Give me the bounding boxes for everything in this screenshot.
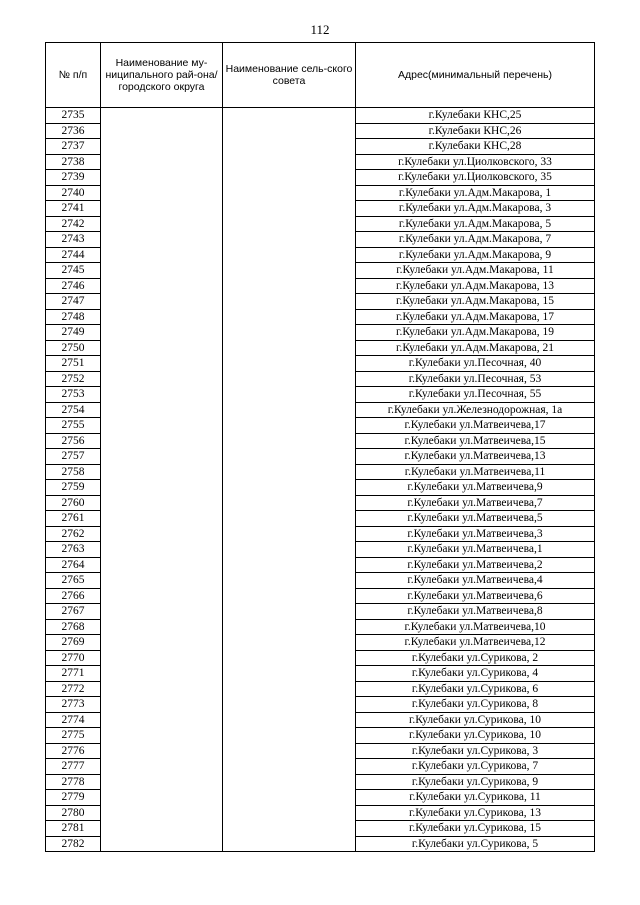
- table-row: [46, 495, 595, 511]
- row-number: 2780: [46, 805, 101, 821]
- table-row: [46, 821, 595, 837]
- row-council: [223, 619, 356, 635]
- table-row: [46, 573, 595, 589]
- row-council: [223, 650, 356, 666]
- table-row: [46, 418, 595, 434]
- row-council: [223, 604, 356, 620]
- row-district: [101, 464, 223, 480]
- row-number: 2781: [46, 821, 101, 837]
- row-council: [223, 309, 356, 325]
- row-address: г.Кулебаки ул.Сурикова, 8: [356, 697, 595, 713]
- row-number: 2771: [46, 666, 101, 682]
- row-district: [101, 573, 223, 589]
- table-body: [46, 108, 595, 852]
- table-row: [46, 263, 595, 279]
- row-district: [101, 402, 223, 418]
- row-address: г.Кулебаки ул.Матвеичева,3: [356, 526, 595, 542]
- row-number: 2745: [46, 263, 101, 279]
- row-number: 2766: [46, 588, 101, 604]
- row-district: [101, 790, 223, 806]
- row-district: [101, 542, 223, 558]
- row-number: 2748: [46, 309, 101, 325]
- table-row: [46, 464, 595, 480]
- row-address: г.Кулебаки ул.Матвеичева,8: [356, 604, 595, 620]
- row-council: [223, 728, 356, 744]
- row-district: [101, 511, 223, 527]
- row-district: [101, 743, 223, 759]
- row-district: [101, 371, 223, 387]
- row-address: г.Кулебаки ул.Адм.Макарова, 17: [356, 309, 595, 325]
- table-row: [46, 433, 595, 449]
- table-row: [46, 526, 595, 542]
- row-district: [101, 588, 223, 604]
- row-council: [223, 681, 356, 697]
- row-council: [223, 790, 356, 806]
- row-district: [101, 836, 223, 852]
- table-row: [46, 511, 595, 527]
- table-row: [46, 201, 595, 217]
- row-address: г.Кулебаки ул.Адм.Макарова, 5: [356, 216, 595, 232]
- table-row: [46, 108, 595, 124]
- row-number: 2737: [46, 139, 101, 155]
- header-num: № п/п: [46, 43, 101, 108]
- row-district: [101, 154, 223, 170]
- row-address: г.Кулебаки ул.Матвеичева,10: [356, 619, 595, 635]
- row-address: г.Кулебаки ул.Матвеичева,17: [356, 418, 595, 434]
- row-number: 2761: [46, 511, 101, 527]
- table-row: [46, 712, 595, 728]
- row-district: [101, 480, 223, 496]
- row-district: [101, 495, 223, 511]
- row-number: 2775: [46, 728, 101, 744]
- row-address: г.Кулебаки ул.Матвеичева,7: [356, 495, 595, 511]
- table-header-row: [46, 43, 595, 108]
- row-address: г.Кулебаки ул.Железнодорожная, 1а: [356, 402, 595, 418]
- row-number: 2744: [46, 247, 101, 263]
- row-council: [223, 387, 356, 403]
- table-row: [46, 604, 595, 620]
- row-address: г.Кулебаки ул.Сурикова, 3: [356, 743, 595, 759]
- row-address: г.Кулебаки ул.Сурикова, 13: [356, 805, 595, 821]
- row-council: [223, 526, 356, 542]
- row-number: 2740: [46, 185, 101, 201]
- row-council: [223, 356, 356, 372]
- row-address: г.Кулебаки ул.Адм.Макарова, 9: [356, 247, 595, 263]
- row-address: г.Кулебаки ул.Сурикова, 7: [356, 759, 595, 775]
- row-council: [223, 325, 356, 341]
- row-number: 2777: [46, 759, 101, 775]
- row-district: [101, 387, 223, 403]
- row-district: [101, 619, 223, 635]
- table-row: [46, 170, 595, 186]
- row-address: г.Кулебаки ул.Адм.Макарова, 3: [356, 201, 595, 217]
- row-council: [223, 759, 356, 775]
- row-district: [101, 170, 223, 186]
- row-address: г.Кулебаки ул.Матвеичева,6: [356, 588, 595, 604]
- row-council: [223, 201, 356, 217]
- table-row: [46, 557, 595, 573]
- row-number: 2736: [46, 123, 101, 139]
- row-address: г.Кулебаки ул.Сурикова, 2: [356, 650, 595, 666]
- table-row: [46, 232, 595, 248]
- row-district: [101, 185, 223, 201]
- table-row: [46, 774, 595, 790]
- row-council: [223, 139, 356, 155]
- row-number: 2747: [46, 294, 101, 310]
- row-number: 2764: [46, 557, 101, 573]
- row-number: 2753: [46, 387, 101, 403]
- row-address: г.Кулебаки ул.Матвеичева,2: [356, 557, 595, 573]
- row-district: [101, 232, 223, 248]
- row-number: 2754: [46, 402, 101, 418]
- table-row: [46, 449, 595, 465]
- header-council: Наименование сель-ского совета: [223, 43, 356, 108]
- row-district: [101, 263, 223, 279]
- row-address: г.Кулебаки ул.Матвеичева,1: [356, 542, 595, 558]
- table-row: [46, 278, 595, 294]
- row-district: [101, 805, 223, 821]
- row-council: [223, 542, 356, 558]
- table-row: [46, 588, 595, 604]
- row-council: [223, 712, 356, 728]
- row-number: 2768: [46, 619, 101, 635]
- table-row: [46, 340, 595, 356]
- row-council: [223, 185, 356, 201]
- row-number: 2739: [46, 170, 101, 186]
- row-number: 2741: [46, 201, 101, 217]
- row-district: [101, 635, 223, 651]
- table-row: [46, 387, 595, 403]
- row-number: 2746: [46, 278, 101, 294]
- page-number: 112: [310, 22, 330, 37]
- row-number: 2767: [46, 604, 101, 620]
- row-number: 2749: [46, 325, 101, 341]
- row-council: [223, 170, 356, 186]
- table-row: [46, 635, 595, 651]
- table-row: [46, 247, 595, 263]
- row-address: г.Кулебаки ул.Адм.Макарова, 13: [356, 278, 595, 294]
- row-district: [101, 108, 223, 124]
- row-council: [223, 247, 356, 263]
- row-address: г.Кулебаки ул.Циолковского, 35: [356, 170, 595, 186]
- row-address: г.Кулебаки ул.Матвеичева,11: [356, 464, 595, 480]
- row-address: г.Кулебаки ул.Песочная, 40: [356, 356, 595, 372]
- row-council: [223, 216, 356, 232]
- table-row: [46, 619, 595, 635]
- row-council: [223, 278, 356, 294]
- row-address: г.Кулебаки ул.Адм.Макарова, 7: [356, 232, 595, 248]
- row-council: [223, 743, 356, 759]
- table-row: [46, 743, 595, 759]
- row-district: [101, 759, 223, 775]
- row-district: [101, 712, 223, 728]
- row-district: [101, 139, 223, 155]
- row-address: г.Кулебаки ул.Матвеичева,12: [356, 635, 595, 651]
- row-number: 2755: [46, 418, 101, 434]
- row-council: [223, 402, 356, 418]
- row-council: [223, 263, 356, 279]
- row-district: [101, 309, 223, 325]
- row-district: [101, 650, 223, 666]
- row-council: [223, 635, 356, 651]
- row-council: [223, 821, 356, 837]
- table-row: [46, 356, 595, 372]
- row-address: г.Кулебаки КНС,28: [356, 139, 595, 155]
- table-row: [46, 759, 595, 775]
- row-address: г.Кулебаки ул.Адм.Макарова, 21: [356, 340, 595, 356]
- table-row: [46, 480, 595, 496]
- row-number: 2758: [46, 464, 101, 480]
- row-address: г.Кулебаки ул.Сурикова, 6: [356, 681, 595, 697]
- table-row: [46, 542, 595, 558]
- row-address: г.Кулебаки ул.Адм.Макарова, 15: [356, 294, 595, 310]
- row-number: 2751: [46, 356, 101, 372]
- table-row: [46, 728, 595, 744]
- row-district: [101, 774, 223, 790]
- row-council: [223, 588, 356, 604]
- row-address: г.Кулебаки ул.Циолковского, 33: [356, 154, 595, 170]
- row-council: [223, 449, 356, 465]
- table-row: [46, 697, 595, 713]
- row-council: [223, 805, 356, 821]
- row-address: г.Кулебаки ул.Сурикова, 15: [356, 821, 595, 837]
- row-district: [101, 340, 223, 356]
- table-row: [46, 154, 595, 170]
- table-row: [46, 836, 595, 852]
- table-row: [46, 666, 595, 682]
- row-council: [223, 774, 356, 790]
- row-number: 2735: [46, 108, 101, 124]
- row-address: г.Кулебаки ул.Сурикова, 9: [356, 774, 595, 790]
- table-row: [46, 325, 595, 341]
- row-council: [223, 666, 356, 682]
- row-number: 2782: [46, 836, 101, 852]
- row-district: [101, 697, 223, 713]
- row-number: 2773: [46, 697, 101, 713]
- row-address: г.Кулебаки КНС,25: [356, 108, 595, 124]
- table-row: [46, 185, 595, 201]
- row-district: [101, 604, 223, 620]
- row-district: [101, 526, 223, 542]
- row-number: 2738: [46, 154, 101, 170]
- row-number: 2779: [46, 790, 101, 806]
- row-address: г.Кулебаки ул.Песочная, 53: [356, 371, 595, 387]
- row-address: г.Кулебаки ул.Матвеичева,4: [356, 573, 595, 589]
- row-number: 2765: [46, 573, 101, 589]
- row-council: [223, 511, 356, 527]
- row-district: [101, 278, 223, 294]
- row-district: [101, 666, 223, 682]
- row-number: 2770: [46, 650, 101, 666]
- row-number: 2757: [46, 449, 101, 465]
- table-row: [46, 309, 595, 325]
- row-number: 2759: [46, 480, 101, 496]
- row-council: [223, 108, 356, 124]
- row-council: [223, 433, 356, 449]
- table-row: [46, 123, 595, 139]
- row-number: 2743: [46, 232, 101, 248]
- table-row: [46, 294, 595, 310]
- row-district: [101, 216, 223, 232]
- row-number: 2762: [46, 526, 101, 542]
- row-council: [223, 557, 356, 573]
- row-number: 2763: [46, 542, 101, 558]
- row-district: [101, 728, 223, 744]
- row-district: [101, 247, 223, 263]
- row-council: [223, 123, 356, 139]
- row-council: [223, 294, 356, 310]
- row-district: [101, 681, 223, 697]
- header-district: Наименование му-ниципального рай-она/ городского округа: [101, 43, 223, 108]
- row-district: [101, 294, 223, 310]
- table-row: [46, 681, 595, 697]
- row-number: 2742: [46, 216, 101, 232]
- row-number: 2752: [46, 371, 101, 387]
- row-number: 2776: [46, 743, 101, 759]
- row-address: г.Кулебаки ул.Песочная, 55: [356, 387, 595, 403]
- row-address: г.Кулебаки ул.Сурикова, 5: [356, 836, 595, 852]
- address-table: [45, 42, 595, 852]
- table-row: [46, 805, 595, 821]
- row-district: [101, 201, 223, 217]
- row-number: 2760: [46, 495, 101, 511]
- row-address: г.Кулебаки ул.Сурикова, 11: [356, 790, 595, 806]
- row-district: [101, 433, 223, 449]
- row-number: 2774: [46, 712, 101, 728]
- row-district: [101, 356, 223, 372]
- row-address: г.Кулебаки ул.Адм.Макарова, 19: [356, 325, 595, 341]
- table-row: [46, 371, 595, 387]
- row-council: [223, 697, 356, 713]
- table-row: [46, 402, 595, 418]
- row-address: г.Кулебаки ул.Матвеичева,9: [356, 480, 595, 496]
- row-number: 2756: [46, 433, 101, 449]
- row-council: [223, 340, 356, 356]
- row-council: [223, 154, 356, 170]
- row-district: [101, 418, 223, 434]
- row-address: г.Кулебаки ул.Сурикова, 4: [356, 666, 595, 682]
- row-address: г.Кулебаки ул.Матвеичева,13: [356, 449, 595, 465]
- row-council: [223, 371, 356, 387]
- row-council: [223, 573, 356, 589]
- row-number: 2769: [46, 635, 101, 651]
- row-address: г.Кулебаки КНС,26: [356, 123, 595, 139]
- row-number: 2772: [46, 681, 101, 697]
- row-address: г.Кулебаки ул.Сурикова, 10: [356, 728, 595, 744]
- table-row: [46, 650, 595, 666]
- row-council: [223, 495, 356, 511]
- header-address: Адрес(минимальный перечень): [356, 43, 595, 108]
- row-council: [223, 232, 356, 248]
- table-row: [46, 216, 595, 232]
- row-district: [101, 821, 223, 837]
- row-address: г.Кулебаки ул.Адм.Макарова, 1: [356, 185, 595, 201]
- row-address: г.Кулебаки ул.Адм.Макарова, 11: [356, 263, 595, 279]
- row-address: г.Кулебаки ул.Сурикова, 10: [356, 712, 595, 728]
- row-council: [223, 418, 356, 434]
- row-district: [101, 123, 223, 139]
- row-number: 2778: [46, 774, 101, 790]
- row-council: [223, 464, 356, 480]
- row-council: [223, 836, 356, 852]
- row-address: г.Кулебаки ул.Матвеичева,5: [356, 511, 595, 527]
- row-number: 2750: [46, 340, 101, 356]
- table-row: [46, 790, 595, 806]
- table-row: [46, 139, 595, 155]
- row-district: [101, 449, 223, 465]
- row-district: [101, 325, 223, 341]
- row-council: [223, 480, 356, 496]
- row-district: [101, 557, 223, 573]
- row-address: г.Кулебаки ул.Матвеичева,15: [356, 433, 595, 449]
